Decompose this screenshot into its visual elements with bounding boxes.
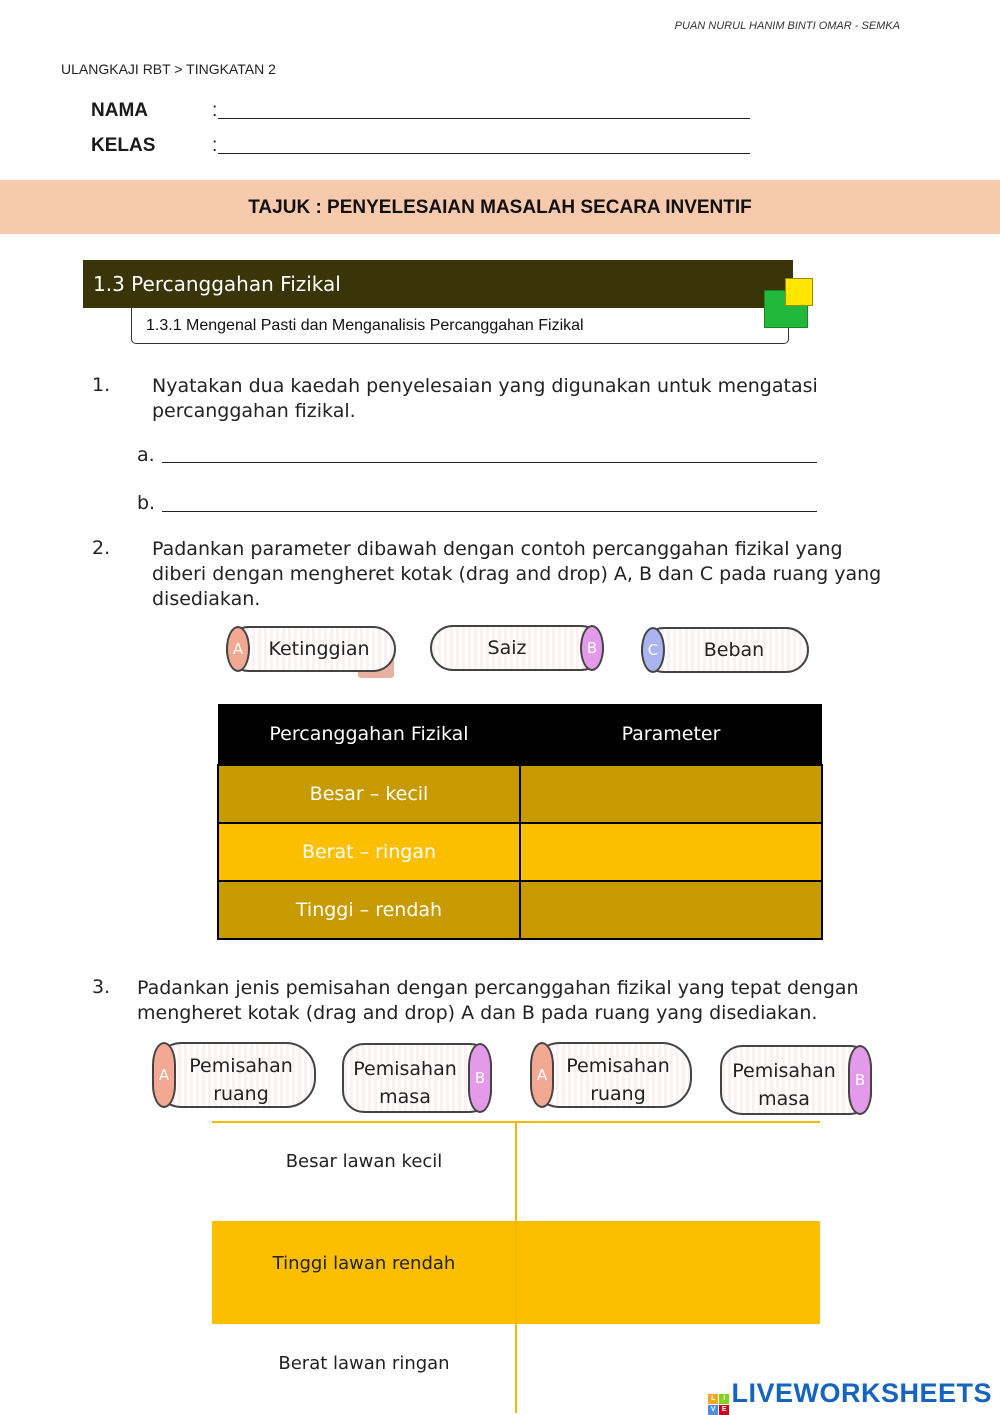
q1-answer-a-input[interactable] [162, 462, 817, 463]
pill-label-line: Pemisahan [566, 1055, 670, 1077]
pill-label-line: ruang [213, 1083, 269, 1105]
q1-text: Nyatakan dua kaedah penyelesaian yang digunakan untuk mengatasi percanggahan fizikal. [152, 375, 818, 422]
drop-zone[interactable] [517, 1221, 820, 1324]
breadcrumb: ULANGKAJI RBT > TINGKATAN 2 [61, 61, 276, 77]
pill-label-line: Pemisahan [732, 1060, 836, 1082]
q3-text: Padankan jenis pemisahan dengan percanggahan fizikal yang tepat dengan mengheret kotak (drag and drop) A dan B pada ruang yang disediakan. [137, 977, 859, 1024]
pill-label: Beban [703, 639, 765, 661]
table-row [218, 765, 822, 823]
liveworksheets-icon: L I V E [708, 1394, 729, 1415]
drag-pill-a-pemisahan-ruang-2[interactable] [530, 1042, 692, 1108]
pill-label-line: Pemisahan [189, 1055, 293, 1077]
q3-row-label: Tinggi lawan rendah [272, 1253, 456, 1274]
drag-pill-a-ketinggian[interactable] [226, 626, 396, 672]
table-header: Parameter [520, 704, 822, 765]
class-field[interactable] [218, 153, 750, 154]
pill-label [154, 1052, 314, 1108]
drop-zone[interactable] [520, 765, 822, 823]
name-colon: : [212, 100, 218, 121]
section-title: 1.3 Percanggahan Fizikal [83, 260, 793, 308]
table-cell: Besar – kecil [218, 765, 520, 823]
pill-letter-a: A [530, 1042, 554, 1108]
pill-label [532, 1052, 690, 1108]
liveworksheets-logo [708, 1378, 992, 1415]
pill-label: Ketinggian [268, 638, 370, 660]
pill-letter-b: B [468, 1043, 492, 1113]
table-row [218, 881, 822, 939]
pill-letter-a: A [226, 626, 250, 672]
q2-number: 2. [92, 537, 111, 559]
drag-pill-a-pemisahan-ruang[interactable] [152, 1042, 316, 1108]
q3-number: 3. [92, 976, 111, 998]
table-cell: Berat – ringan [218, 823, 520, 881]
pill-label-line: Pemisahan [353, 1058, 457, 1080]
author-credit: PUAN NURUL HANIM BINTI OMAR - SEMKA [674, 20, 900, 32]
table-column-divider [515, 1121, 517, 1413]
drop-zone[interactable] [517, 1123, 820, 1221]
table-header: Percanggahan Fizikal [218, 704, 520, 765]
pill-letter-b: B [848, 1045, 872, 1115]
pill-label-line: masa [758, 1088, 810, 1110]
q1-number: 1. [92, 374, 111, 396]
q3-row-label: Berat lawan ringan [278, 1353, 450, 1374]
name-label: NAMA [91, 100, 148, 121]
class-label: KELAS [91, 135, 156, 156]
pill-label-line: masa [379, 1086, 431, 1108]
pill-letter-a: A [152, 1042, 176, 1108]
q1-option-b-label: b. [137, 492, 156, 514]
table-cell: Tinggi – rendah [218, 881, 520, 939]
drag-pill-b-pemisahan-masa[interactable] [342, 1043, 492, 1113]
q3-row-label: Besar lawan kecil [285, 1151, 443, 1172]
pill-letter-c: C [641, 627, 665, 673]
pill-letter-b: B [580, 625, 604, 671]
table-row [218, 823, 822, 881]
drop-zone[interactable] [520, 823, 822, 881]
drag-pill-b-saiz[interactable] [430, 625, 604, 671]
drag-pill-b-pemisahan-masa-2[interactable] [720, 1045, 872, 1115]
drop-zone[interactable] [520, 881, 822, 939]
name-field[interactable] [218, 118, 750, 119]
q1-option-a-label: a. [137, 444, 155, 466]
topic-band [0, 180, 1000, 234]
q2-matching-table [217, 704, 823, 940]
pill-label: Saiz [487, 637, 527, 659]
class-colon: : [212, 135, 218, 156]
section-subtitle: 1.3.1 Mengenal Pasti dan Menganalisis Percanggahan Fizikal [131, 308, 789, 344]
brand-name: LIVEWORKSHEETS [731, 1378, 992, 1408]
pill-label-line: ruang [590, 1083, 646, 1105]
topic-title: TAJUK : PENYELESAIAN MASALAH SECARA INVENTIF [248, 197, 752, 218]
q1-answer-b-input[interactable] [162, 511, 817, 512]
drag-pill-c-beban[interactable] [641, 627, 809, 673]
yellow-square-decoration [785, 278, 813, 306]
q2-text: Padankan parameter dibawah dengan contoh percanggahan fizikal yang diberi dengan mengheret kotak (drag and drop) A, B dan C pada ruang yang disediakan. [152, 538, 882, 610]
